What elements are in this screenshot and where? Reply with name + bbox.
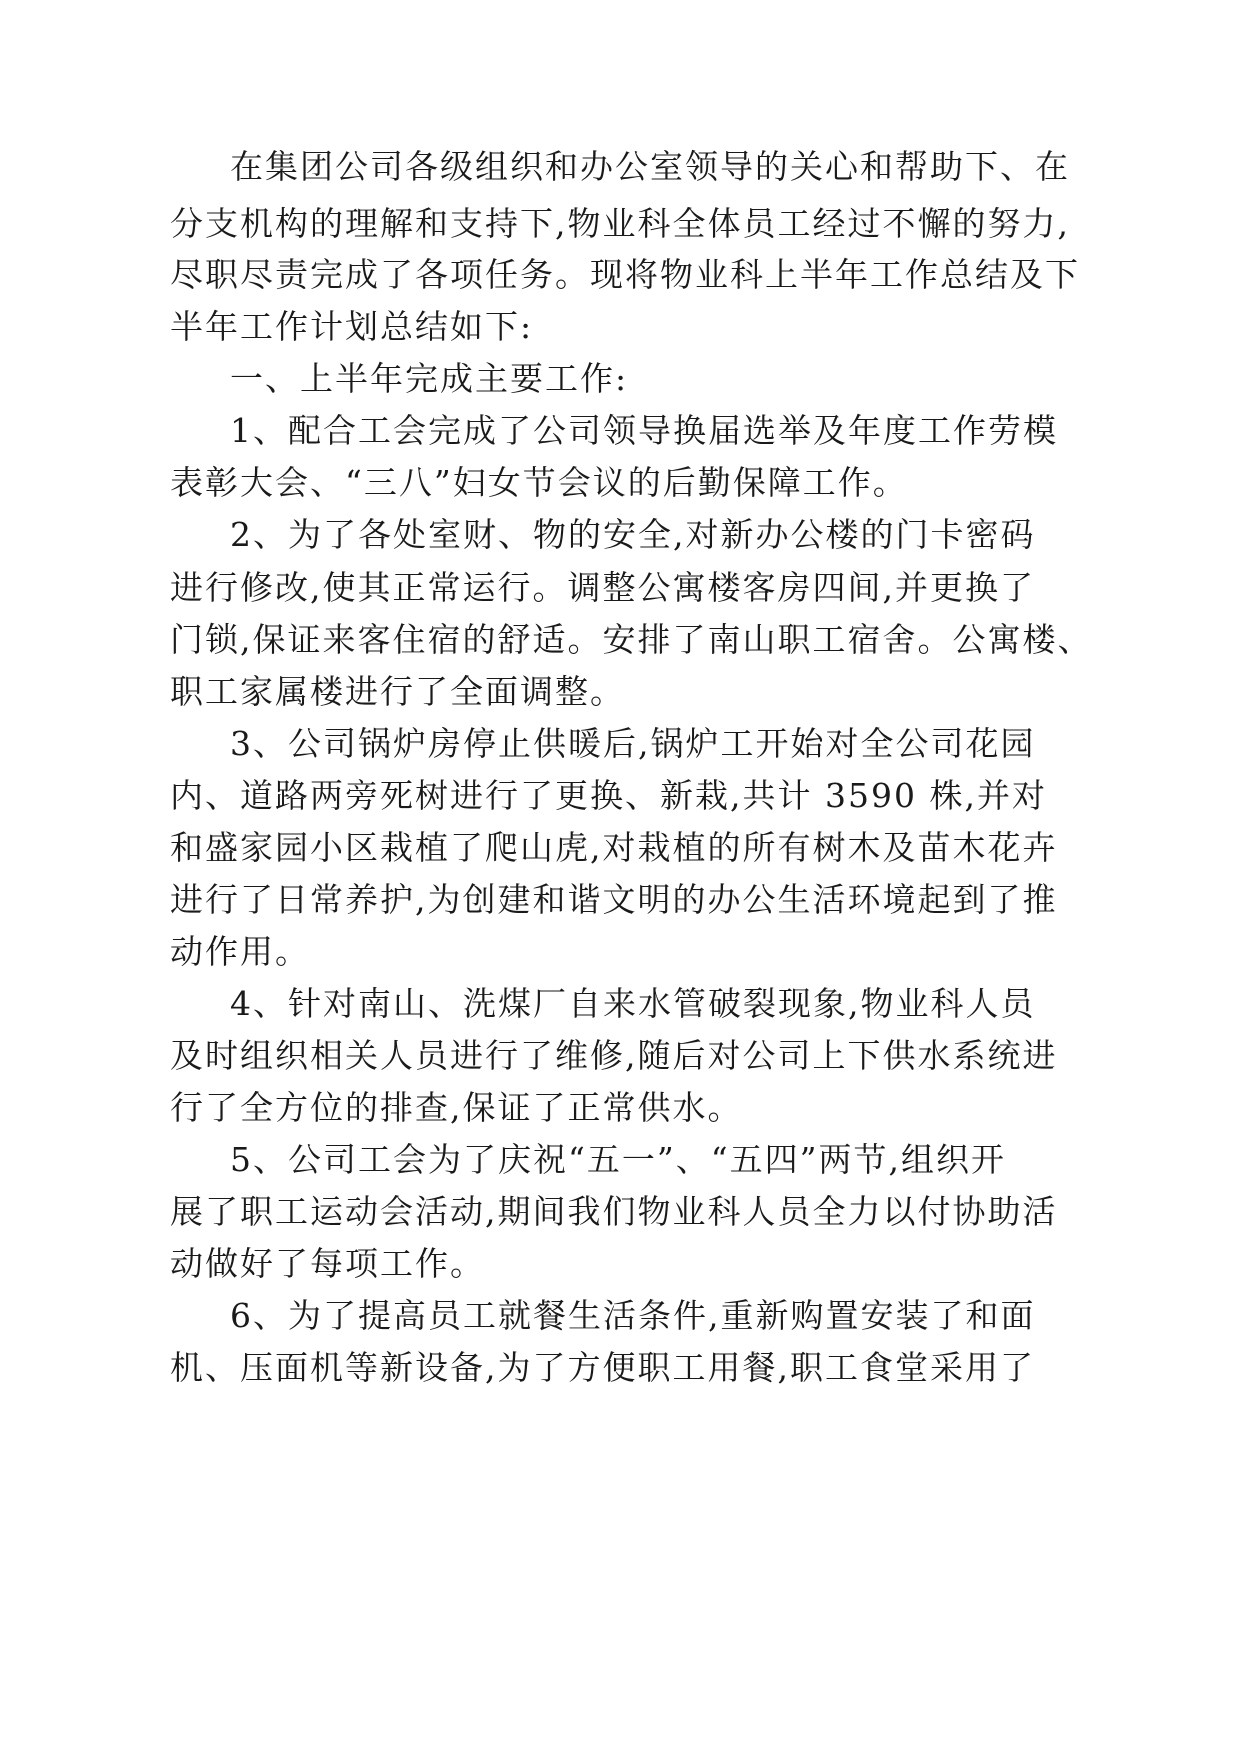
text-line: 和盛家园小区栽植了爬山虎,对栽植的所有树木及苗木花卉 <box>170 828 1058 867</box>
text-line: 机、压面机等新设备,为了方便职工用餐,职工食堂采用了 <box>170 1348 1035 1387</box>
text-line: 动作用。 <box>170 932 310 971</box>
text-line: 及时组织相关人员进行了维修,随后对公司上下供水系统进 <box>170 1036 1058 1075</box>
text-line: 进行修改,使其正常运行。调整公寓楼客房四间,并更换了 <box>170 568 1035 607</box>
text-line: 门锁,保证来客住宿的舒适。安排了南山职工宿舍。公寓楼、 <box>170 620 1093 659</box>
text-line: 2、为了各处室财、物的安全,对新办公楼的门卡密码 <box>230 515 1036 554</box>
text-line: 5、公司工会为了庆祝“五一”、“五四”两节,组织开 <box>230 1140 1006 1179</box>
text-line: 1、配合工会完成了公司领导换届选举及年度工作劳模 <box>230 411 1058 450</box>
text-line: 进行了日常养护,为创建和谐文明的办公生活环境起到了推 <box>170 880 1058 919</box>
text-line: 在集团公司各级组织和办公室领导的关心和帮助下、在 <box>230 147 1070 186</box>
text-line: 3、公司锅炉房停止供暖后,锅炉工开始对全公司花园 <box>230 724 1036 763</box>
text-line: 行了全方位的排查,保证了正常供水。 <box>170 1088 743 1127</box>
text-line: 半年工作计划总结如下: <box>170 307 534 346</box>
text-line: 6、为了提高员工就餐生活条件,重新购置安装了和面 <box>230 1296 1036 1335</box>
text-line: 4、针对南山、洗煤厂自来水管破裂现象,物业科人员 <box>230 984 1036 1023</box>
text-line: 表彰大会、“三八”妇女节会议的后勤保障工作。 <box>170 463 908 502</box>
text-line: 职工家属楼进行了全面调整。 <box>170 672 625 711</box>
text-line: 动做好了每项工作。 <box>170 1244 485 1283</box>
text-line: 尽职尽责完成了各项任务。现将物业科上半年工作总结及下 <box>170 255 1080 294</box>
section-heading: 一、上半年完成主要工作: <box>230 359 629 398</box>
text-line: 内、道路两旁死树进行了更换、新栽,共计 3590 株,并对 <box>170 776 1047 815</box>
text-line: 分支机构的理解和支持下,物业科全体员工经过不懈的努力, <box>170 204 1070 243</box>
text-line: 展了职工运动会活动,期间我们物业科人员全力以付协助活 <box>170 1192 1058 1231</box>
